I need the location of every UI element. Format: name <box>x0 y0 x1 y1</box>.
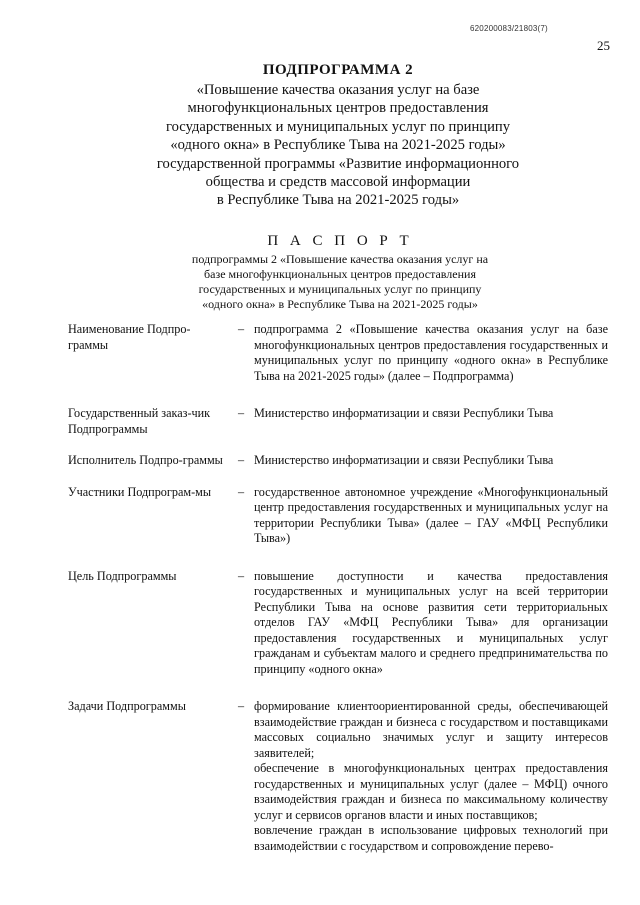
passport-line: подпрограммы 2 «Повышение качества оказания услуг на <box>191 252 489 266</box>
title-line: многофункциональных центров предоставления <box>187 100 489 117</box>
passport-table <box>68 322 612 854</box>
passport-heading: П А С П О Р Т <box>267 233 413 249</box>
table-row <box>68 485 612 547</box>
row-value: подпрограмма 2 «Повышение качества оказания услуг на базе многофункциональных центров предоставления государственных и муниципальных услуг по принципу «одного окна» в Республике Тыва на 2021-2025 годы» (далее – Подпрограмма) <box>254 322 608 383</box>
row-label: Государственный заказ-чик Подпрограммы <box>68 406 211 436</box>
row-label: Исполнитель Подпро-граммы <box>68 453 223 467</box>
title-line: государственной программы «Развитие информационного <box>156 155 520 172</box>
row-dash: – <box>237 699 245 713</box>
row-label: Цель Подпрограммы <box>68 568 177 583</box>
passport-block <box>160 233 520 312</box>
row-value: повышение доступности и качества предоставления государственных и муниципальных услуг на всей территории Республики Тыва на основе развития сети территориальных отделов ГАУ «МФЦ Республики Тыва» для организации предоставления государственных и муниципальных услуг гражданам и субъектам малого и среднего предпринимательства по принципу «одного окна» <box>254 568 608 676</box>
table-row <box>68 699 612 854</box>
row-dash: – <box>237 406 245 420</box>
row-label: Задачи Подпрограммы <box>68 699 186 713</box>
row-value: Министерство информатизации и связи Республики Тыва <box>254 406 554 420</box>
passport-line: «одного окна» в Республике Тыва на 2021-2025 годы» <box>202 297 478 311</box>
title-line: «Повышение качества оказания услуг на базе <box>196 82 480 98</box>
row-label: Наименование Подпро-граммы <box>68 322 191 352</box>
table-row <box>68 453 612 469</box>
subprogram-heading: ПОДПРОГРАММА 2 <box>262 62 414 78</box>
row-value: формирование клиентоориентированной среды, обеспечивающей взаимодействие граждан и бизнеса с государством и поставщиками массовых социально значимых услуг и защиту интересов заявителей; обеспечение в многофункциональных центрах предоставления государственных и муниципальных услуг (далее – МФЦ) очного взаимодействия граждан и бизнеса по максимальному количеству услуг и сервисов органов власти и иных поставщиков; вовлечение граждан в использование цифровых технологий при взаимодействии с государством и сопровождение перево- <box>254 699 608 853</box>
title-block <box>100 62 576 210</box>
document-id: 620200083/21803(7) <box>470 24 548 33</box>
table-row <box>68 322 612 384</box>
title-line: «одного окна» в Республике Тыва на 2021-2025 годы» <box>170 137 506 154</box>
title-line: общества и средств массовой информации <box>205 174 471 191</box>
title-line: в Республике Тыва на 2021-2025 годы» <box>216 192 460 209</box>
row-dash: – <box>237 484 245 499</box>
row-value: государственное автономное учреждение «Многофункциональный центр предоставления государственных и муниципальных услуг на территории Республики Тыва» (далее – ГАУ «МФЦ Республики Тыва») <box>254 484 608 545</box>
row-dash: – <box>237 568 245 583</box>
row-label: Участники Подпрограм-мы <box>68 484 212 499</box>
row-dash: – <box>237 453 245 467</box>
page-number: 25 <box>597 38 610 53</box>
table-row <box>68 406 612 437</box>
table-row <box>68 569 612 678</box>
passport-line: государственных и муниципальных услуг по принципу <box>198 282 482 296</box>
row-dash: – <box>237 322 245 336</box>
row-value: Министерство информатизации и связи Республики Тыва <box>254 453 554 467</box>
title-line: государственных и муниципальных услуг по принципу <box>166 118 510 135</box>
passport-line: базе многофункциональных центров предоставления <box>204 267 476 281</box>
